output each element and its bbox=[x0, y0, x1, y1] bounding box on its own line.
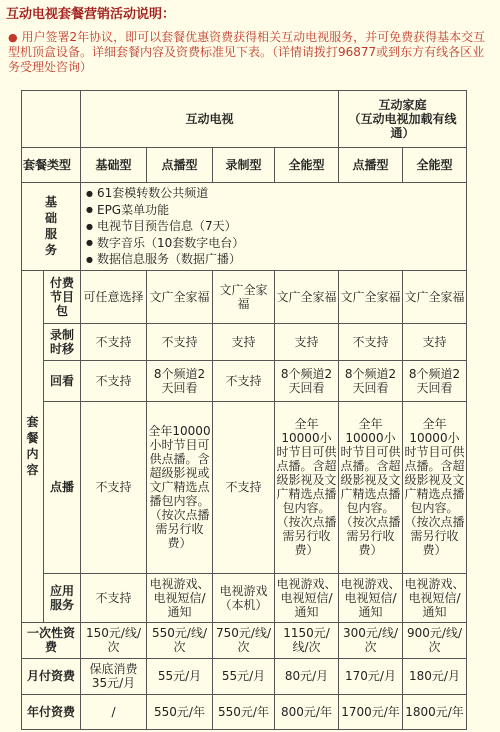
table-cell: 550元/年 bbox=[147, 694, 213, 729]
list-item: ● 电视节目预告信息（7天） bbox=[86, 218, 461, 235]
table-cell: 不支持 bbox=[81, 401, 147, 573]
table-cell: 180元/月 bbox=[403, 658, 467, 694]
table-cell: 800元/年 bbox=[275, 694, 339, 729]
table-cell: 300元/线/次 bbox=[339, 622, 403, 658]
row-label: 录制时移 bbox=[44, 323, 81, 360]
package-table bbox=[21, 90, 467, 730]
table-cell: 电视游戏（本机） bbox=[213, 573, 275, 622]
basic-services-cell bbox=[81, 183, 467, 271]
table-cell: 支持 bbox=[213, 323, 275, 360]
list-item: ● 数字音乐（10套数字电台） bbox=[86, 235, 461, 252]
table-cell: 文广全家福 bbox=[339, 270, 403, 323]
table-cell: 不支持 bbox=[81, 360, 147, 401]
table-cell: 8个频道2天回看 bbox=[339, 360, 403, 401]
type-header: 全能型 bbox=[403, 148, 467, 183]
intro-text: 用户签署2年协议，即可以套餐优惠资费获得相关互动电视服务，并可免费获得基本交互型机顶盒设备。详细套餐内容及资费标准见下表。（详情请拨打96877或到东方有线各区业务受理处咨询） bbox=[8, 30, 486, 74]
table-cell: 全年10000小时节目可供点播。含超级影视及文广精选点播包内容。（按次点播需另行收费） bbox=[339, 401, 403, 573]
fee-label: 月付资费 bbox=[22, 658, 81, 694]
type-header: 录制型 bbox=[213, 148, 275, 183]
page-title: 互动电视套餐营销活动说明： bbox=[6, 7, 176, 22]
type-header: 全能型 bbox=[275, 148, 339, 183]
table-cell: 不支持 bbox=[147, 323, 213, 360]
table-cell: 不支持 bbox=[81, 323, 147, 360]
content-group-label-cell bbox=[22, 270, 44, 622]
type-header: 点播型 bbox=[339, 148, 403, 183]
table-cell: 不支持 bbox=[339, 323, 403, 360]
intro-paragraph bbox=[8, 30, 492, 75]
basic-service-label: 基础服务 bbox=[44, 195, 57, 258]
table-cell: 电视游戏、电视短信/通知 bbox=[147, 573, 213, 622]
table-cell: / bbox=[81, 694, 147, 729]
table-cell: 55元/月 bbox=[147, 658, 213, 694]
table-cell: 保底消费35元/月 bbox=[81, 658, 147, 694]
table-cell: 文广全家福 bbox=[213, 270, 275, 323]
list-item: ● EPG菜单功能 bbox=[86, 202, 461, 219]
basic-services-list bbox=[82, 183, 465, 270]
row-label: 应用服务 bbox=[44, 573, 81, 622]
table-cell: 750元/线/次 bbox=[213, 622, 275, 658]
table-cell: 电视游戏、电视短信/通知 bbox=[403, 573, 467, 622]
group-header-home: 互动家庭 （互动电视加载有线通） bbox=[339, 91, 467, 148]
list-item: ● 61套模转数公共频道 bbox=[86, 185, 461, 202]
content-label: 套餐内容 bbox=[26, 415, 39, 477]
group-header-interactive-tv: 互动电视 bbox=[81, 91, 339, 148]
corner-cell bbox=[22, 91, 81, 148]
row-label-basic-service bbox=[22, 183, 81, 271]
table-cell: 1800元/年 bbox=[403, 694, 467, 729]
row-label: 付费节目包 bbox=[44, 270, 81, 323]
table-cell: 全年10000小时节目可供点播。含超级影视及文广精选点播包内容。（按次点播需另行收费） bbox=[275, 401, 339, 573]
table-cell: 支持 bbox=[275, 323, 339, 360]
table-cell: 可任意选择 bbox=[81, 270, 147, 323]
bullet-icon: ● bbox=[8, 31, 18, 44]
row-label-type: 套餐类型 bbox=[22, 148, 81, 183]
table-cell: 支持 bbox=[403, 323, 467, 360]
table-cell: 550元/线/次 bbox=[147, 622, 213, 658]
table-cell: 550元/年 bbox=[213, 694, 275, 729]
table-cell: 文广全家福 bbox=[147, 270, 213, 323]
table-cell: 150元/线/次 bbox=[81, 622, 147, 658]
table-cell: 1700元/年 bbox=[339, 694, 403, 729]
type-header: 点播型 bbox=[147, 148, 213, 183]
table-cell: 1150元/线/次 bbox=[275, 622, 339, 658]
table-cell: 80元/月 bbox=[275, 658, 339, 694]
table-cell: 文广全家福 bbox=[275, 270, 339, 323]
table-cell: 55元/月 bbox=[213, 658, 275, 694]
table-cell: 8个频道2天回看 bbox=[275, 360, 339, 401]
fee-label: 年付资费 bbox=[22, 694, 81, 729]
table-cell: 不支持 bbox=[81, 573, 147, 622]
table-cell: 8个频道2天回看 bbox=[403, 360, 467, 401]
table-cell: 全年10000小时节目可供点播。含超级影视及文广精选点播包内容。（按次点播需另行收费） bbox=[403, 401, 467, 573]
table-cell: 电视游戏、电视短信/通知 bbox=[275, 573, 339, 622]
list-item: ● 数据信息服务（数据广播） bbox=[86, 251, 461, 268]
table-cell: 文广全家福 bbox=[403, 270, 467, 323]
table-cell: 电视游戏、电视短信/通知 bbox=[339, 573, 403, 622]
table-cell: 8个频道2天回看 bbox=[147, 360, 213, 401]
table-cell: 170元/月 bbox=[339, 658, 403, 694]
table-cell: 900元/线/次 bbox=[403, 622, 467, 658]
table-cell: 不支持 bbox=[213, 360, 275, 401]
table-cell: 全年10000小时节目可供点播。含超级影视或文广精选点播包内容。（按次点播需另行收费） bbox=[147, 401, 213, 573]
type-header: 基础型 bbox=[81, 148, 147, 183]
table-cell: 不支持 bbox=[213, 401, 275, 573]
row-label: 回看 bbox=[44, 360, 81, 401]
row-label: 点播 bbox=[44, 401, 81, 573]
fee-label: 一次性资费 bbox=[22, 622, 81, 658]
